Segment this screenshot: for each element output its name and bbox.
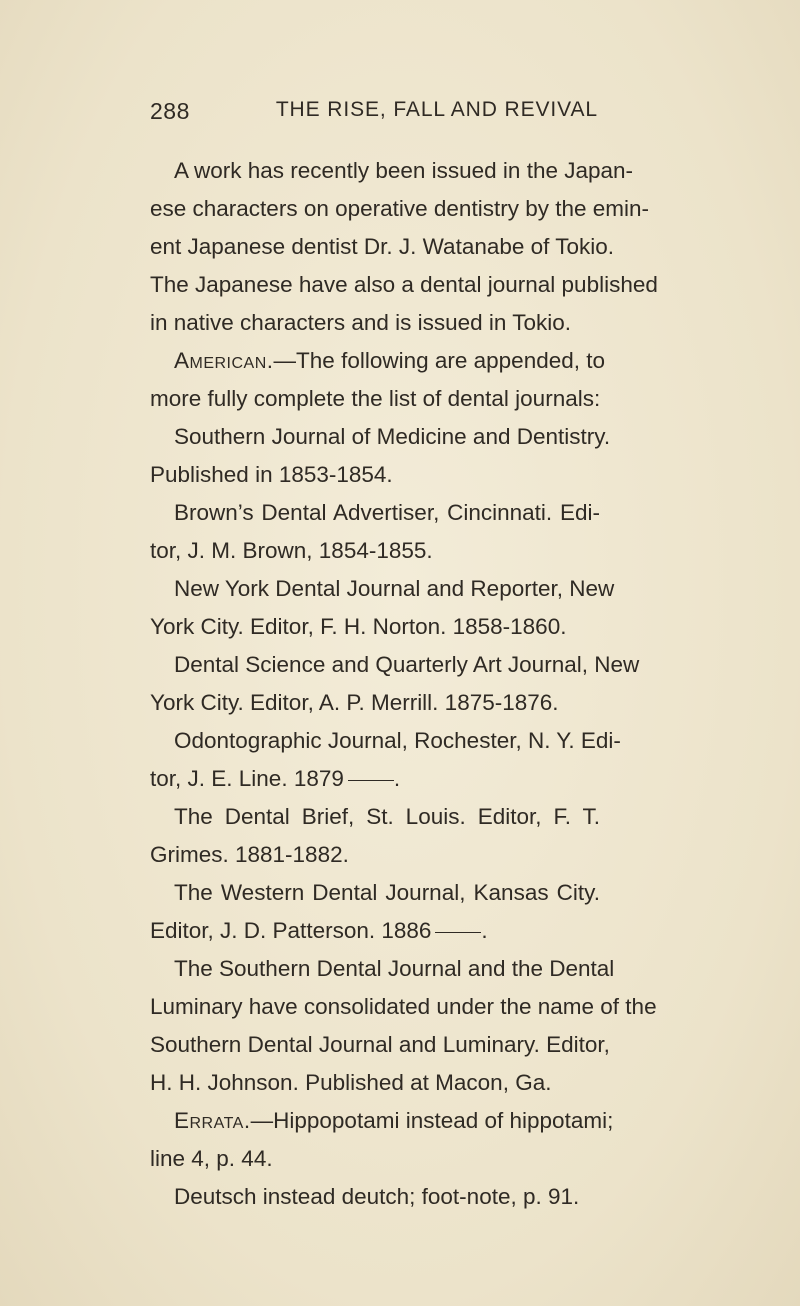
line-text: The Dental Brief, St. Louis. Editor, F. T. [174, 804, 600, 829]
period: . [393, 766, 401, 791]
text-line [150, 1102, 614, 1140]
text-line [150, 1178, 600, 1216]
text-line [150, 494, 600, 532]
line-text: The Western Dental Journal, Kansas City. [174, 880, 600, 905]
running-title: THE RISE, FALL AND REVIVAL [275, 98, 598, 121]
text-line [150, 152, 634, 190]
line-text: A work has recently been issued in the Japan- [174, 158, 634, 183]
text-line [150, 912, 600, 950]
text-line [150, 418, 611, 456]
text-line [150, 1140, 600, 1178]
text-line [150, 608, 600, 646]
line-text: Deutsch instead deutch; foot-note, p. 91. [174, 1184, 580, 1209]
text-line [150, 684, 600, 722]
text-line [150, 570, 615, 608]
text-line [150, 798, 600, 836]
text-line [150, 304, 600, 342]
line-text: The Southern Dental Journal and the Dental [174, 956, 615, 981]
text-line [150, 1026, 610, 1064]
text-line [150, 190, 649, 228]
line-text: Dental Science and Quarterly Art Journal, New [174, 652, 640, 677]
line-text: Odontographic Journal, Rochester, N. Y. Edi- [174, 728, 621, 753]
line-text: Grimes. 1881-1882. [150, 842, 349, 867]
line-text: The Japanese have also a dental journal published [150, 272, 658, 297]
text-line [150, 266, 658, 304]
line-text: Published in 1853-1854. [150, 462, 393, 487]
line-text: ese characters on operative dentistry by the emin- [150, 196, 649, 221]
text-line [150, 988, 657, 1026]
text-line [150, 532, 600, 570]
line-text: Luminary have consolidated under the name of the [150, 994, 657, 1019]
line-text: New York Dental Journal and Reporter, New [174, 576, 615, 601]
line-text: Brown’s Dental Advertiser, Cincinnati. Edi- [174, 500, 600, 525]
page-number: 288 [150, 98, 190, 124]
section-lead-small-caps: American. [174, 348, 274, 373]
text-line [150, 760, 600, 798]
line-text: line 4, p. 44. [150, 1146, 273, 1171]
date-dash-rule [435, 932, 481, 933]
line-text: —The following are appended, to [273, 348, 606, 373]
line-text: York City. Editor, A. P. Merrill. 1875-1876. [150, 690, 559, 715]
line-text: H. H. Johnson. Published at Macon, Ga. [150, 1070, 552, 1095]
body-text [150, 152, 658, 1216]
line-text: —Hippopotami instead of hippotami; [250, 1108, 614, 1133]
section-lead-small-caps: Errata. [174, 1108, 251, 1133]
line-text: more fully complete the list of dental journals: [150, 386, 601, 411]
line-text: ent Japanese dentist Dr. J. Watanabe of Tokio. [150, 234, 615, 259]
line-text: Southern Dental Journal and Luminary. Editor, [150, 1032, 610, 1057]
text-line [150, 646, 640, 684]
line-text: tor, J. M. Brown, 1854-1855. [150, 538, 433, 563]
line-text: York City. Editor, F. H. Norton. 1858-1860. [150, 614, 567, 639]
date-dash-rule [348, 780, 394, 781]
line-text: in native characters and is issued in Tokio. [150, 310, 572, 335]
line-text: tor, J. E. Line. 1879 [150, 766, 344, 791]
text-line [150, 722, 621, 760]
period: . [481, 918, 488, 943]
text-line [150, 1064, 600, 1102]
text-line [150, 836, 600, 874]
text-line [150, 342, 606, 380]
text-line [150, 950, 615, 988]
text-line [150, 228, 615, 266]
running-head [150, 98, 598, 138]
text-line [150, 380, 600, 418]
text-line [150, 456, 600, 494]
line-text: Editor, J. D. Patterson. 1886 [150, 918, 432, 943]
line-text: Southern Journal of Medicine and Dentistry. [174, 424, 611, 449]
text-line [150, 874, 600, 912]
